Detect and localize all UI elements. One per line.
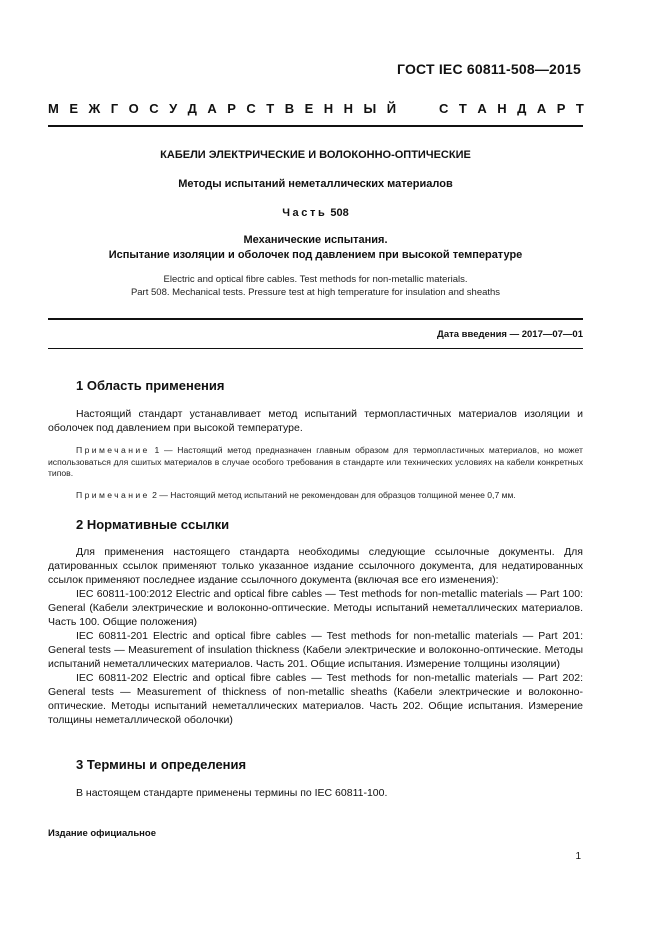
title-mech-line2: Испытание изоляции и оболочек под давлением при высокой температуре (108, 249, 523, 261)
banner-letter: В (284, 101, 295, 116)
normative-reference-3: IEC 60811-202 Electric and optical fibre cables — Test methods for non-metallic materials — Part 202: General tests — Measurement of thickness of non-metallic sheaths (Кабели электрические и волоконно-оптические. Методы испытаний неметаллических материалов. Часть 202. Общие испытания. Измерение толщины неметаллической оболочки) (48, 672, 583, 726)
section-3-text (48, 786, 583, 800)
banner-letter: Е (304, 101, 314, 116)
interstate-standard-banner (48, 101, 584, 116)
part-number: 508 (330, 207, 349, 219)
page-number: 1 (575, 851, 581, 862)
banner-letter: Р (556, 101, 566, 116)
section-1-heading: 1 Область применения (76, 378, 225, 393)
normative-reference-2: IEC 60811-201 Electric and optical fibre cables — Test methods for non-metallic materials — Part 201: General tests — Measurement of insulation thickness (Кабели электрические и волоконно-оптические. Методы испытаний неметаллических материалов. Часть 201. Общие испытания. Измерение толщины изоляции) (48, 630, 583, 670)
section-1-text (48, 407, 583, 435)
note-2-text: 2 — Настоящий метод испытаний не рекомендован для образцов толщиной менее 0,7 мм. (149, 490, 516, 500)
banner-letter: Т (458, 101, 467, 116)
section-3-heading: 3 Термины и определения (76, 757, 247, 772)
section-2-text (48, 545, 583, 727)
note-2-paragraph (48, 490, 583, 502)
banner-letter: Й (386, 101, 397, 116)
banner-letter: Ж (88, 101, 101, 116)
note-1-paragraph (48, 445, 583, 480)
banner-letter: С (149, 101, 159, 116)
title-part (48, 207, 583, 219)
title-english-line2: Part 508. Mechanical tests. Pressure test at high temperature for insulation and sheaths (130, 287, 501, 298)
title-divider (48, 318, 583, 320)
title-english-line1: Electric and optical fibre cables. Test methods for non-metallic materials. (163, 274, 468, 285)
banner-letter: Н (343, 101, 354, 116)
note-2-label: Примечание (76, 490, 150, 500)
banner-letter: С (246, 101, 256, 116)
banner-letter: Е (69, 101, 78, 116)
note-1-label: Примечание (76, 445, 150, 455)
banner-letter: Т (266, 101, 275, 116)
banner-letter: Д (517, 101, 527, 116)
banner-letter: С (439, 101, 449, 116)
standard-code: ГОСТ IEC 60811-508—2015 (397, 61, 581, 77)
section-1-paragraph: Настоящий стандарт устанавливает метод испытаний термопластичных материалов изоляции и оболочек под давлением при высокой температуре. (48, 408, 583, 434)
banner-letter: Р (227, 101, 236, 116)
section-2-intro: Для применения настоящего стандарта необходимы следующие ссылочные документы. Для датированных ссылок применяют только указанное издание ссылочного документа, для недатированных ссылок применяют последнее издание ссылочного документа (включая все его изменения): (48, 546, 583, 586)
part-label: Часть (282, 207, 328, 219)
title-mech-line1: Механические испытания. (243, 234, 388, 246)
banner-letter: А (536, 101, 547, 116)
banner-letter: О (128, 101, 139, 116)
banner-letter: Т (575, 101, 584, 116)
note-1 (48, 445, 583, 480)
banner-letter: А (477, 101, 487, 116)
title-subtitle: Методы испытаний неметаллических материалов (178, 178, 453, 190)
note-1-text: 1 — Настоящий метод предназначен главным образом для термопластичных материалов, но может использоваться для сшитых материалов в случае особого требования в стандарте или технических условиях на кабели конкретных типов. (48, 445, 583, 479)
date-divider (48, 348, 583, 349)
banner-letter: Д (187, 101, 197, 116)
introduction-date: Дата введения — 2017—07—01 (437, 329, 583, 340)
section-2-heading: 2 Нормативные ссылки (76, 517, 230, 532)
normative-reference-1: IEC 60811-100:2012 Electric and optical fibre cables — Test methods for non-metallic materials — Part 100: General (Кабели электрические и волоконно-оптические. Методы испытаний неметаллических материалов. Часть 100. Общие положения) (48, 588, 583, 628)
section-3-paragraph: В настоящем стандарте применены термины по IEC 60811-100. (76, 787, 388, 799)
banner-letter: Г (110, 101, 119, 116)
banner-letter: Н (497, 101, 507, 116)
banner-letter: Н (323, 101, 334, 116)
banner-letter: У (169, 101, 178, 116)
banner-letter: Ы (363, 101, 377, 116)
note-2 (48, 490, 583, 502)
banner-letter: А (207, 101, 217, 116)
banner-letter: М (48, 101, 59, 116)
official-edition-label: Издание официальное (48, 828, 156, 839)
title-main: КАБЕЛИ ЭЛЕКТРИЧЕСКИЕ И ВОЛОКОННО-ОПТИЧЕСКИЕ (160, 149, 471, 161)
header-divider (48, 125, 583, 127)
